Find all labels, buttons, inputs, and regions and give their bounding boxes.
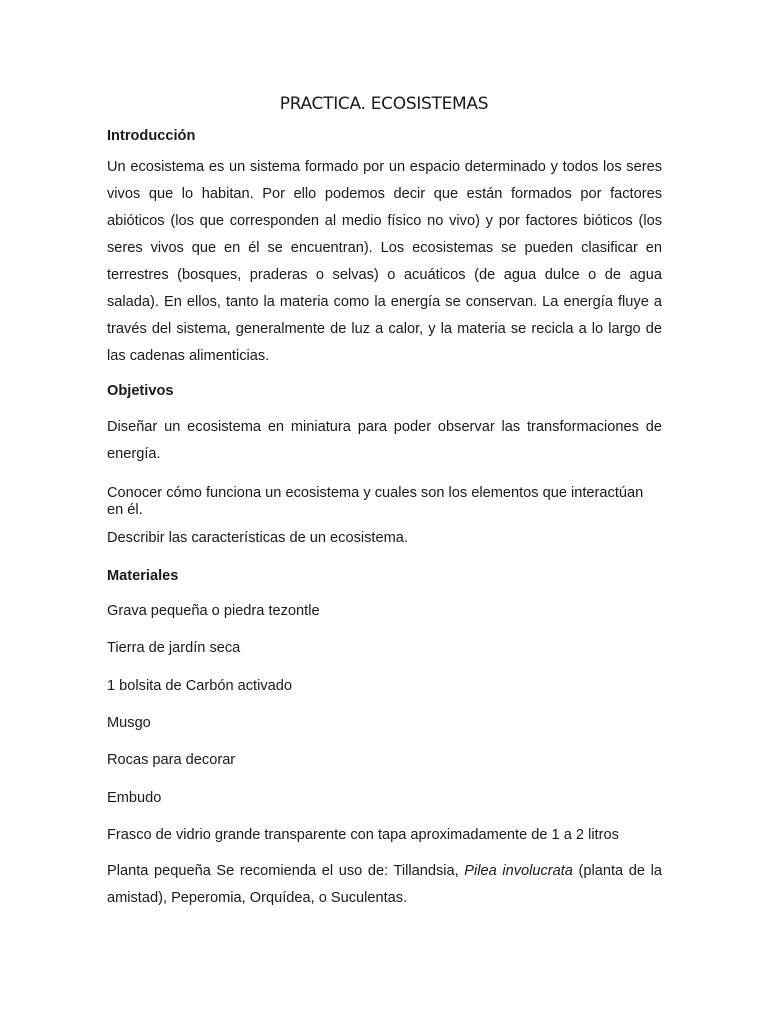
introduction-heading: Introducción: [107, 128, 196, 144]
material-item: Tierra de jardín seca: [107, 640, 241, 656]
plant-note-suffix: (planta de la amistad), Peperomia, Orquídea, o Suculentas.: [107, 863, 662, 906]
objective-item-2: Conocer cómo funciona un ecosistema y cuales son los elementos que interactúan en él.: [107, 485, 644, 518]
objective-item-1: Diseñar un ecosistema en miniatura para poder observar las transformaciones de energía.: [107, 419, 662, 462]
document-title: PRACTICA. ECOSISTEMAS: [279, 94, 489, 114]
material-item: Frasco de vidrio grande transparente con tapa aproximadamente de 1 a 2 litros: [107, 827, 619, 843]
plant-species-name: Pilea involucrata: [464, 863, 573, 879]
materials-heading: Materiales: [107, 568, 179, 584]
material-item: Grava pequeña o piedra tezontle: [107, 603, 320, 619]
plant-recommendation: [107, 858, 662, 912]
material-item: Musgo: [107, 715, 151, 731]
introduction-paragraph: Un ecosistema es un sistema formado por un espacio determinado y todos los seres vivos que lo habitan. Por ello podemos decir que están formados por factores abióticos (los que corresponden al medio físico no vivo) y por factores bióticos (los seres vivos que en él se encuentran). Los ecosistemas se pueden clasificar en terrestres (bosques, praderas o selvas) o acuáticos (de agua dulce o de agua salada). En ellos, tanto la materia como la energía se conservan. La energía fluye a través del sistema, generalmente de luz a calor, y la materia se recicla a lo largo de las cadenas alimenticias.: [107, 159, 662, 364]
objective-item-3: Describir las características de un ecosistema.: [107, 530, 408, 546]
objectives-heading: Objetivos: [107, 383, 174, 399]
material-item: Embudo: [107, 790, 162, 806]
material-item: 1 bolsita de Carbón activado: [107, 678, 292, 694]
material-item: Rocas para decorar: [107, 752, 236, 768]
plant-note-prefix: Planta pequeña Se recomienda el uso de: Tillandsia,: [107, 863, 465, 879]
